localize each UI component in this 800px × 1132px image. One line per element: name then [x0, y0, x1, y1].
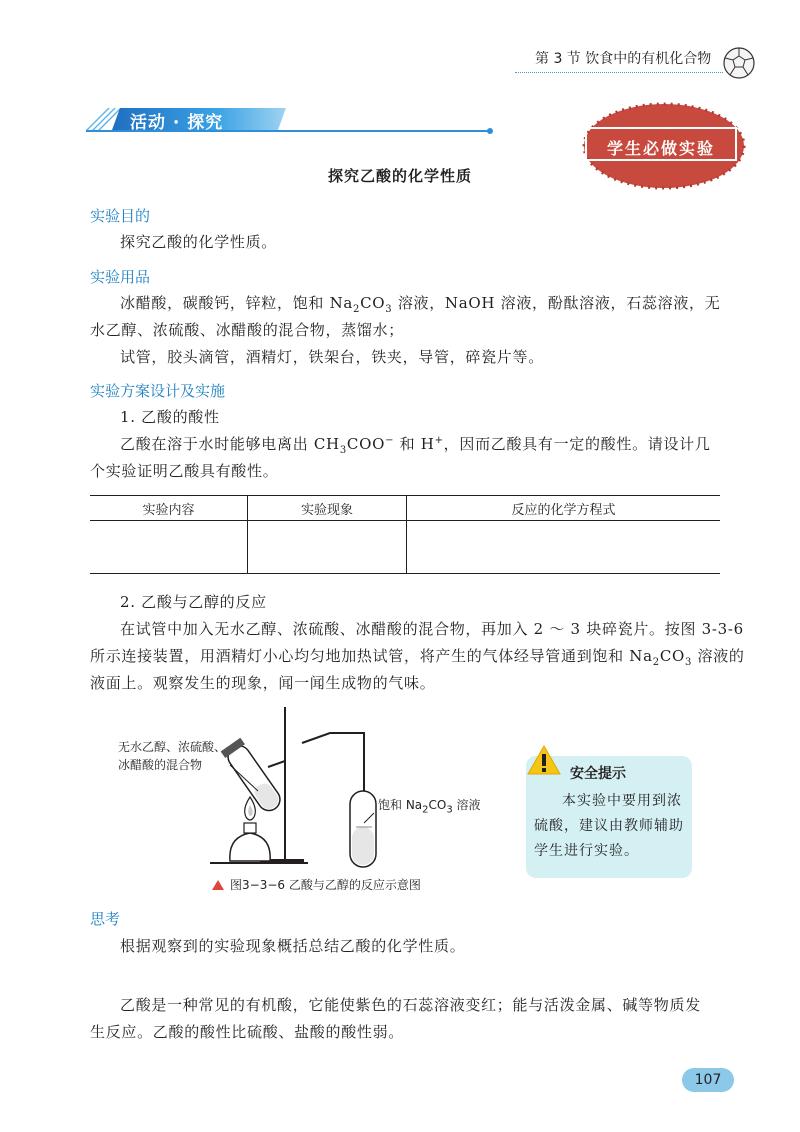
warning-icon [526, 744, 562, 776]
table-cell [248, 521, 407, 574]
experiment-table [90, 495, 720, 574]
materials-text: 冰醋酸，碳酸钙，锌粒，饱和 $Na_2CO_3$ 溶液，NaOH 溶液，酚酞溶液，石蕊溶液，无 水乙醇、浓硫酸、冰醋酸的混合物，蒸馏水； 试管，胶头滴管，酒精灯，铁架台，铁夹，导管，碎瓷片等。 [90, 294, 721, 366]
table-cell [90, 521, 248, 574]
step2-text: 2. 乙酸与乙醇的反应 在试管中加入无水乙醇、浓硫酸、冰醋酸的混合物，再加入 2 ～ 3 块碎瓷片。按图 3-3-6 所示连接装置，用酒精灯小心均匀地加热试管，将产生的气体经导管通到饱和 $Na_2CO_3$ 溶液的 液面上。观察发生的现象，闻一闻生成物的气味。 [90, 589, 722, 697]
step1-text: 1. 乙酸的酸性 乙酸在溶于水时能够电离出 $CH_3COO^-$ 和 H+，因而乙酸具有一定的酸性。请设计几 个实验证明乙酸具有酸性。 [90, 404, 722, 485]
table-header: 反应的化学方程式 [407, 496, 721, 521]
solution-label: 饱和 $Na_2CO_3$ 溶液 [378, 798, 481, 816]
page-title: 探究乙酸的化学性质 [327, 167, 472, 185]
table-row [90, 521, 720, 574]
table-cell [407, 521, 721, 574]
safety-title: 安全提示 [570, 766, 626, 782]
buckyball-icon [722, 46, 756, 80]
stamp-text: 学生必做实验 [606, 139, 715, 158]
table-header: 实验现象 [248, 496, 407, 521]
thinking-text: 根据观察到的实验现象概括总结乙酸的化学性质。 [120, 937, 466, 955]
conclusion-text: 乙酸是一种常见的有机酸，它能使紫色的石蕊溶液变红；能与活泼金属、碱等物质发 生反应。乙酸的酸性比硫酸、盐酸的酸性弱。 [90, 996, 701, 1041]
thinking-heading: 思考 [90, 910, 121, 928]
page-number: 107 [682, 1068, 734, 1092]
step2-title: 2. 乙酸与乙醇的反应 [120, 593, 267, 611]
caption-triangle-icon [212, 880, 224, 890]
figure-caption: 图3−3−6 乙酸与乙醇的反应示意图 [212, 876, 421, 893]
purpose-text: 探究乙酸的化学性质。 [120, 233, 278, 251]
esterification-apparatus-figure [110, 705, 510, 875]
header-divider [515, 72, 723, 73]
safety-text: 本实验中要用到浓硫酸，建议由教师辅助学生进行实验。 [534, 793, 684, 859]
materials-heading: 实验用品 [90, 268, 151, 286]
table-header: 实验内容 [90, 496, 248, 521]
mixture-label: 无水乙醇、浓硫酸、 冰醋酸的混合物 [118, 740, 227, 772]
activity-banner-title: 活动 · 探究 [130, 113, 224, 133]
purpose-heading: 实验目的 [90, 207, 151, 225]
step1-title: 1. 乙酸的酸性 [120, 408, 220, 426]
chapter-section-title: 第 3 节 饮食中的有机化合物 [535, 51, 712, 67]
procedure-heading: 实验方案设计及实施 [90, 382, 226, 400]
